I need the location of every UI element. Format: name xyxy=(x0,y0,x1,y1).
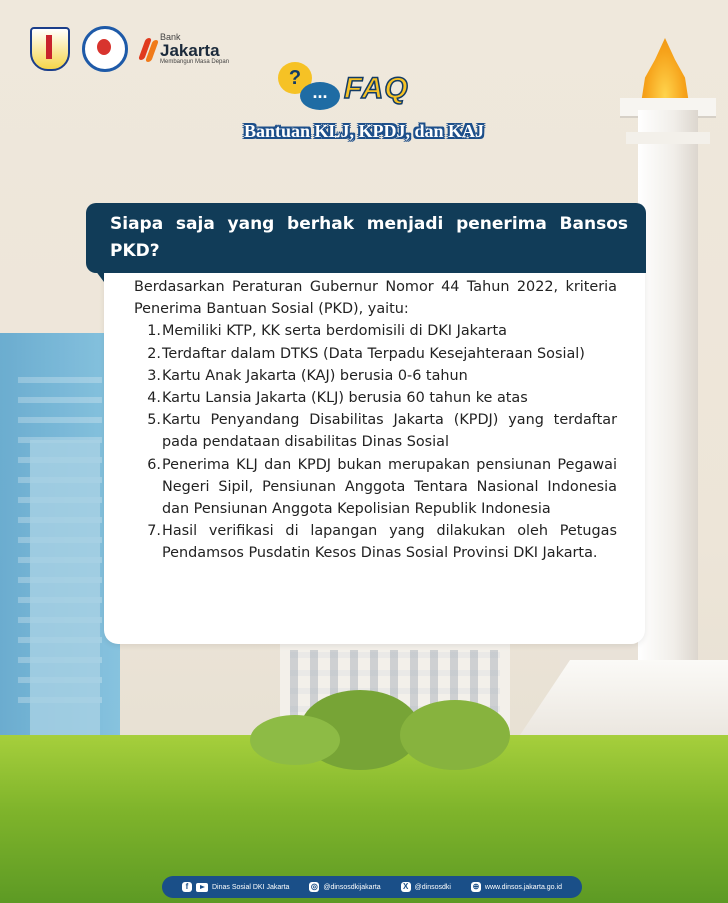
monas-tower xyxy=(638,110,698,670)
list-item xyxy=(134,387,617,409)
social-footer xyxy=(162,876,582,898)
globe-icon: ⊕ xyxy=(472,882,480,891)
instagram-icon: ◎ xyxy=(310,882,318,891)
item-number: 5. xyxy=(147,412,161,429)
item-text: Memiliki KTP, KK serta berdomisili di DKI Jakarta xyxy=(162,323,507,340)
item-text: Kartu Penyandang Disabilitas Jakarta (KPDJ) yang terdaftar pada pendataan disabilitas Dinas Sosial xyxy=(162,412,617,451)
item-number: 4. xyxy=(147,390,161,407)
item-number: 3. xyxy=(147,367,161,384)
item-text: Terdaftar dalam DTKS (Data Terpadu Kesejahteraan Sosial) xyxy=(162,345,585,362)
criteria-list xyxy=(134,320,617,564)
item-text: Kartu Lansia Jakarta (KLJ) berusia 60 tahun ke atas xyxy=(162,390,528,407)
list-item xyxy=(134,320,617,342)
jaya-raya-logo-icon xyxy=(30,27,70,71)
list-item xyxy=(134,454,617,521)
youtube-icon xyxy=(196,883,208,892)
footer-instagram-label: @dinsosdkijakarta xyxy=(323,883,381,891)
item-text: Kartu Anak Jakarta (KAJ) berusia 0-6 tahun xyxy=(162,367,468,384)
faq-title: FAQ xyxy=(344,72,409,105)
footer-facebook-youtube[interactable] xyxy=(182,882,289,892)
item-number: 2. xyxy=(147,345,161,362)
answer-card xyxy=(104,262,645,644)
bank-name: Jakarta xyxy=(160,41,220,60)
bank-jakarta-logo xyxy=(140,33,229,65)
list-item xyxy=(134,409,617,453)
background-building xyxy=(30,440,100,740)
question-bubble-icon: ? xyxy=(278,62,312,94)
footer-facebook-label: Dinas Sosial DKI Jakarta xyxy=(211,883,290,891)
question-card: Siapa saja yang berhak menjadi penerima Bansos PKD? xyxy=(86,203,646,273)
chat-bubble-icon: ... xyxy=(300,82,340,110)
footer-x[interactable] xyxy=(401,882,451,892)
footer-website[interactable] xyxy=(471,882,562,892)
dinas-sosial-logo-icon xyxy=(82,26,128,72)
page-subtitle: Bantuan KLJ, KPDJ, dan KAJ xyxy=(243,121,485,141)
footer-x-label: @dinsosdki xyxy=(414,883,451,891)
bank-jakarta-mark-icon xyxy=(140,36,156,62)
footer-instagram[interactable] xyxy=(309,882,380,892)
item-text: Penerima KLJ dan KPDJ bukan merupakan pensiunan Pegawai Negeri Sipil, Pensiunan Anggota Tentara Nasional Indonesia dan Pensiunan Anggota Kepolisian Republik Indonesia xyxy=(162,456,617,518)
facebook-icon: f xyxy=(182,882,192,892)
bush xyxy=(250,715,340,765)
partner-logos xyxy=(30,26,229,72)
bank-tagline: Membangun Masa Depan xyxy=(160,59,230,65)
item-number: 1. xyxy=(147,323,161,340)
list-item xyxy=(134,520,617,564)
list-item xyxy=(134,343,617,365)
x-icon: X xyxy=(401,882,411,892)
bush xyxy=(400,700,510,770)
item-text: Hasil verifikasi di lapangan yang dilakukan oleh Petugas Pendamsos Pusdatin Kesos Dinas Sosial Provinsi DKI Jakarta. xyxy=(162,523,617,562)
bank-small-label: Bank xyxy=(160,32,181,42)
footer-website-label: www.dinsos.jakarta.go.id xyxy=(484,883,562,891)
list-item xyxy=(134,365,617,387)
item-number: 7. xyxy=(147,523,161,540)
answer-intro: Berdasarkan Peraturan Gubernur Nomor 44 Tahun 2022, kriteria Penerima Bantuan Sosial (PKD), yaitu: xyxy=(134,279,617,318)
item-number: 6. xyxy=(147,456,161,473)
